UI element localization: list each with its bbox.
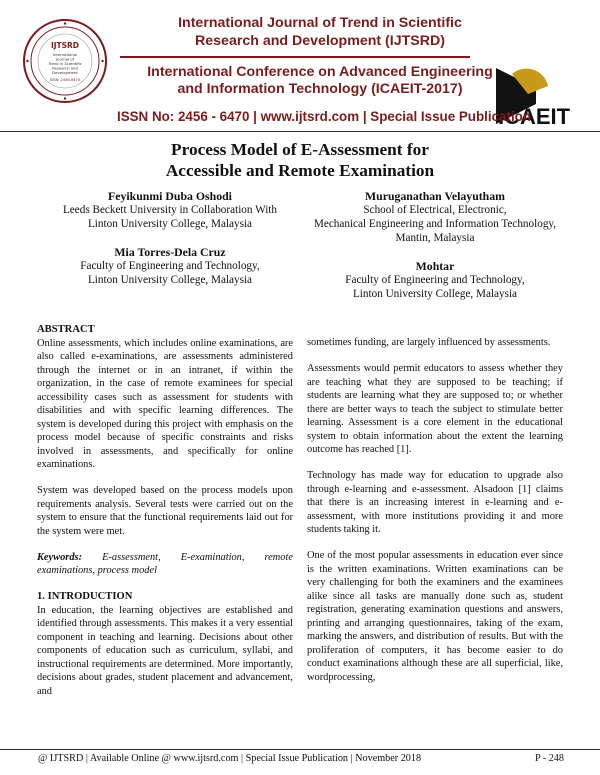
abstract-heading: ABSTRACT bbox=[37, 324, 95, 335]
author-affiliation: Faculty of Engineering and Technology, bbox=[80, 260, 260, 272]
conference-name-line1: International Conference on Advanced Engineering bbox=[147, 64, 493, 80]
author-name: Muruganathan Velayutham bbox=[365, 189, 505, 203]
author-affiliation: Mechanical Engineering and Information Technology, bbox=[313, 218, 557, 230]
author-block-4 bbox=[300, 259, 570, 301]
body-paragraph-4: One of the most popular assessments in education ever since is the written examinations. Written examinations can be very challenging for both the examiners and the examinees alike since all tasks are manually done such as, student registration, generating examination questions and answers, printing and arranging questionnaires, taking of the exam, marking the answers, and distribution of results. But with the proliferation of computers, it has become easier to do conduct examinations although these are all superficial, like, wordprocessing, bbox=[307, 550, 563, 683]
footer-text: @ IJTSRD | Available Online @ www.ijtsrd.com | Special Issue Publication | November 2018 bbox=[38, 753, 422, 764]
svg-text:Trend in Scientific: Trend in Scientific bbox=[48, 61, 82, 66]
right-column bbox=[307, 336, 563, 697]
abstract-paragraph-1: Online assessments, which includes online examinations, are also called e-examinations, are assessments administered through the internet or in an intranet, if within the organization, in the case of remote examinees for special accessibility cases such as assessment for students with disabilities and with specific learning differences. The system is developed during this project with emphasis on the process model because of specific constraints and risks involved in assessments, and specifically for online examinations. bbox=[37, 337, 293, 470]
author-affiliation: Mantin, Malaysia bbox=[395, 232, 475, 244]
left-column bbox=[37, 323, 293, 711]
keywords-text: E-assessment, E-examination, remote examinations, process model bbox=[37, 551, 293, 576]
svg-text:Development: Development bbox=[52, 70, 78, 75]
svg-text:Research and: Research and bbox=[52, 65, 78, 71]
introduction-paragraph-1: In education, the learning objectives are established and identified through assessments. This makes it a very essential component in teaching and learning. Decisions about other components of education such as curriculum, syllabi, and instructional requirements are determined. More importantly, decisions about grades, student placement and advancement, and bbox=[37, 604, 293, 697]
journal-name-line1: International Journal of Trend in Scientific bbox=[178, 15, 462, 31]
body-paragraph-3: Technology has made way for education to upgrade also through e-learning and e-assessment. Alsadoon [1] claims that there is an increasing interest in e-learning and e-assessment, with more institutions providing it and more students taking it. bbox=[307, 470, 563, 535]
abstract-paragraph-2: System was developed based on the process models upon requirements analysis. Several tests were carried out on the system to ensure that the functional requirements laid out for the system were met. bbox=[37, 485, 293, 537]
icaeit-logo-text: ICAEIT bbox=[497, 104, 571, 129]
page-footer bbox=[38, 753, 564, 764]
author-name: Mia Torres-Dela Cruz bbox=[114, 245, 226, 259]
header-divider bbox=[120, 56, 470, 58]
author-affiliation: Linton University College, Malaysia bbox=[87, 274, 253, 286]
ijtsrd-seal-logo bbox=[22, 18, 108, 104]
svg-text:ISSN: 2456-6470: ISSN: 2456-6470 bbox=[49, 78, 81, 82]
author-block-1 bbox=[40, 189, 300, 231]
author-affiliation: Linton University College, Malaysia bbox=[352, 288, 518, 300]
seal-center-text: IJTSRD bbox=[50, 41, 80, 50]
conference-name-line2: and Information Technology (ICAEIT-2017) bbox=[177, 81, 463, 97]
paper-title bbox=[50, 139, 550, 181]
author-affiliation: Leeds Beckett University in Collaboration With bbox=[62, 204, 278, 216]
svg-text:International: International bbox=[52, 52, 78, 57]
author-name: Mohtar bbox=[415, 259, 455, 273]
paper-title-line2: Accessible and Remote Examination bbox=[165, 161, 435, 180]
journal-name-line2: Research and Development (IJTSRD) bbox=[195, 33, 445, 49]
body-paragraph-1: sometimes funding, are largely influenced by assessments. bbox=[307, 337, 551, 348]
footer-rule bbox=[0, 749, 600, 750]
paper-title-line1: Process Model of E-Assessment for bbox=[171, 140, 429, 159]
body-paragraph-2: Assessments would permit educators to assess whether they are teaching what they are supposed to be teaching; if students are learning what they are supposed to; or whether there are better ways to teach the subject to stimulate better learning. Assessment is a core element in the educational system to obtain information about the extent the learning outcome has reached [1]. bbox=[307, 363, 563, 455]
keywords-label: Keywords: bbox=[37, 551, 83, 563]
author-block-3 bbox=[40, 245, 300, 287]
introduction-heading: 1. INTRODUCTION bbox=[37, 591, 133, 602]
page-number: P - 248 bbox=[534, 753, 564, 764]
keywords bbox=[37, 551, 293, 578]
author-name: Feyikunmi Duba Oshodi bbox=[108, 189, 232, 203]
svg-text:Journal of: Journal of bbox=[56, 56, 74, 62]
issn-website-bar: ISSN No: 2456 - 6470 | www.ijtsrd.com | Special Issue Publication bbox=[116, 109, 532, 124]
author-affiliation: Faculty of Engineering and Technology, bbox=[345, 274, 525, 286]
header-bottom-rule bbox=[0, 131, 600, 132]
author-affiliation: School of Electrical, Electronic, bbox=[363, 204, 507, 216]
author-block-2 bbox=[300, 189, 570, 245]
author-affiliation: Linton University College, Malaysia bbox=[87, 218, 253, 230]
journal-header bbox=[0, 0, 600, 132]
